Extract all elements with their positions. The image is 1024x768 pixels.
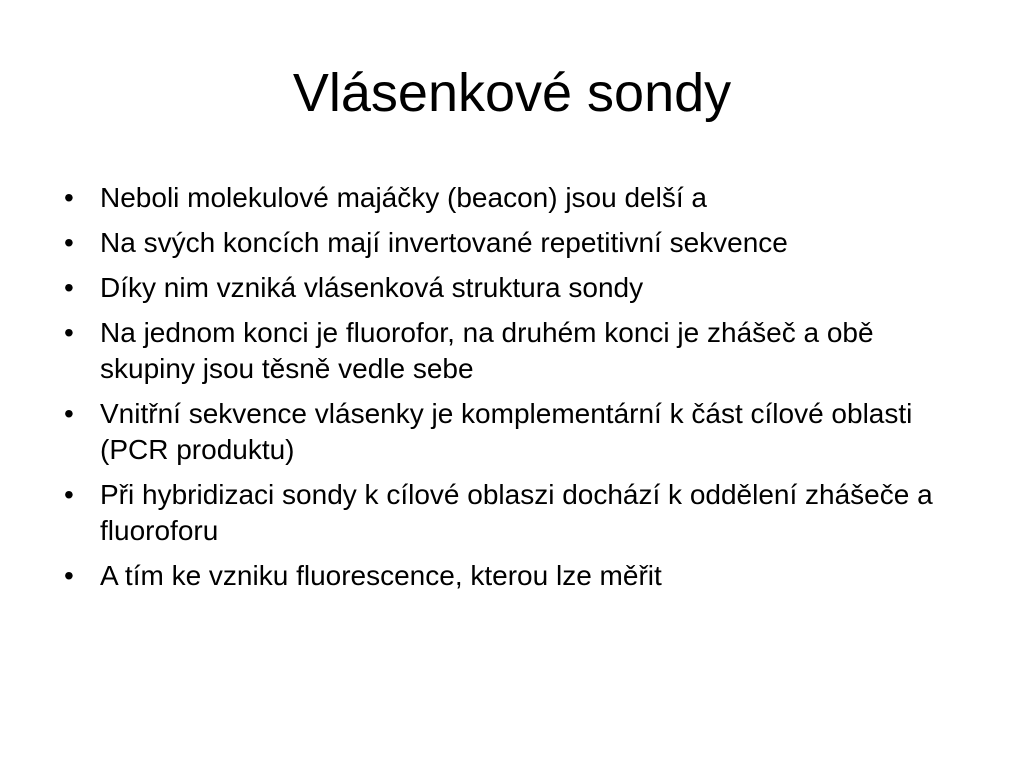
bullet-marker: • [64,317,74,348]
bullet-item [64,180,964,216]
bullet-marker: • [64,479,74,510]
bullet-text: Při hybridizaci sondy k cílové oblaszi dochází k oddělení zhášeče a fluoroforu [100,479,933,546]
bullet-text: Neboli molekulové majáčky (beacon) jsou delší a [100,182,707,213]
bullet-marker: • [64,182,74,213]
bullet-marker: • [64,560,74,591]
bullet-text: A tím ke vzniku fluorescence, kterou lze měřit [100,560,662,591]
bullet-text: Na svých koncích mají invertované repetitivní sekvence [100,227,788,258]
bullet-item [64,270,964,306]
bullet-item [64,396,964,468]
slide-title: Vlásenkové sondy [292,63,732,123]
bullet-item [64,558,964,594]
bullet-text: Na jednom konci je fluorofor, na druhém konci je zhášeč a obě skupiny jsou těsně vedle sebe [100,317,874,384]
bullet-item [64,315,964,387]
bullet-marker: • [64,272,74,303]
bullet-list [64,180,964,603]
bullet-marker: • [64,227,74,258]
bullet-item [64,225,964,261]
bullet-item [64,477,964,549]
bullet-marker: • [64,398,74,429]
bullet-text: Vnitřní sekvence vlásenky je komplementární k část cílové oblasti (PCR produktu) [100,398,913,465]
bullet-text: Díky nim vzniká vlásenková struktura sondy [100,272,644,303]
